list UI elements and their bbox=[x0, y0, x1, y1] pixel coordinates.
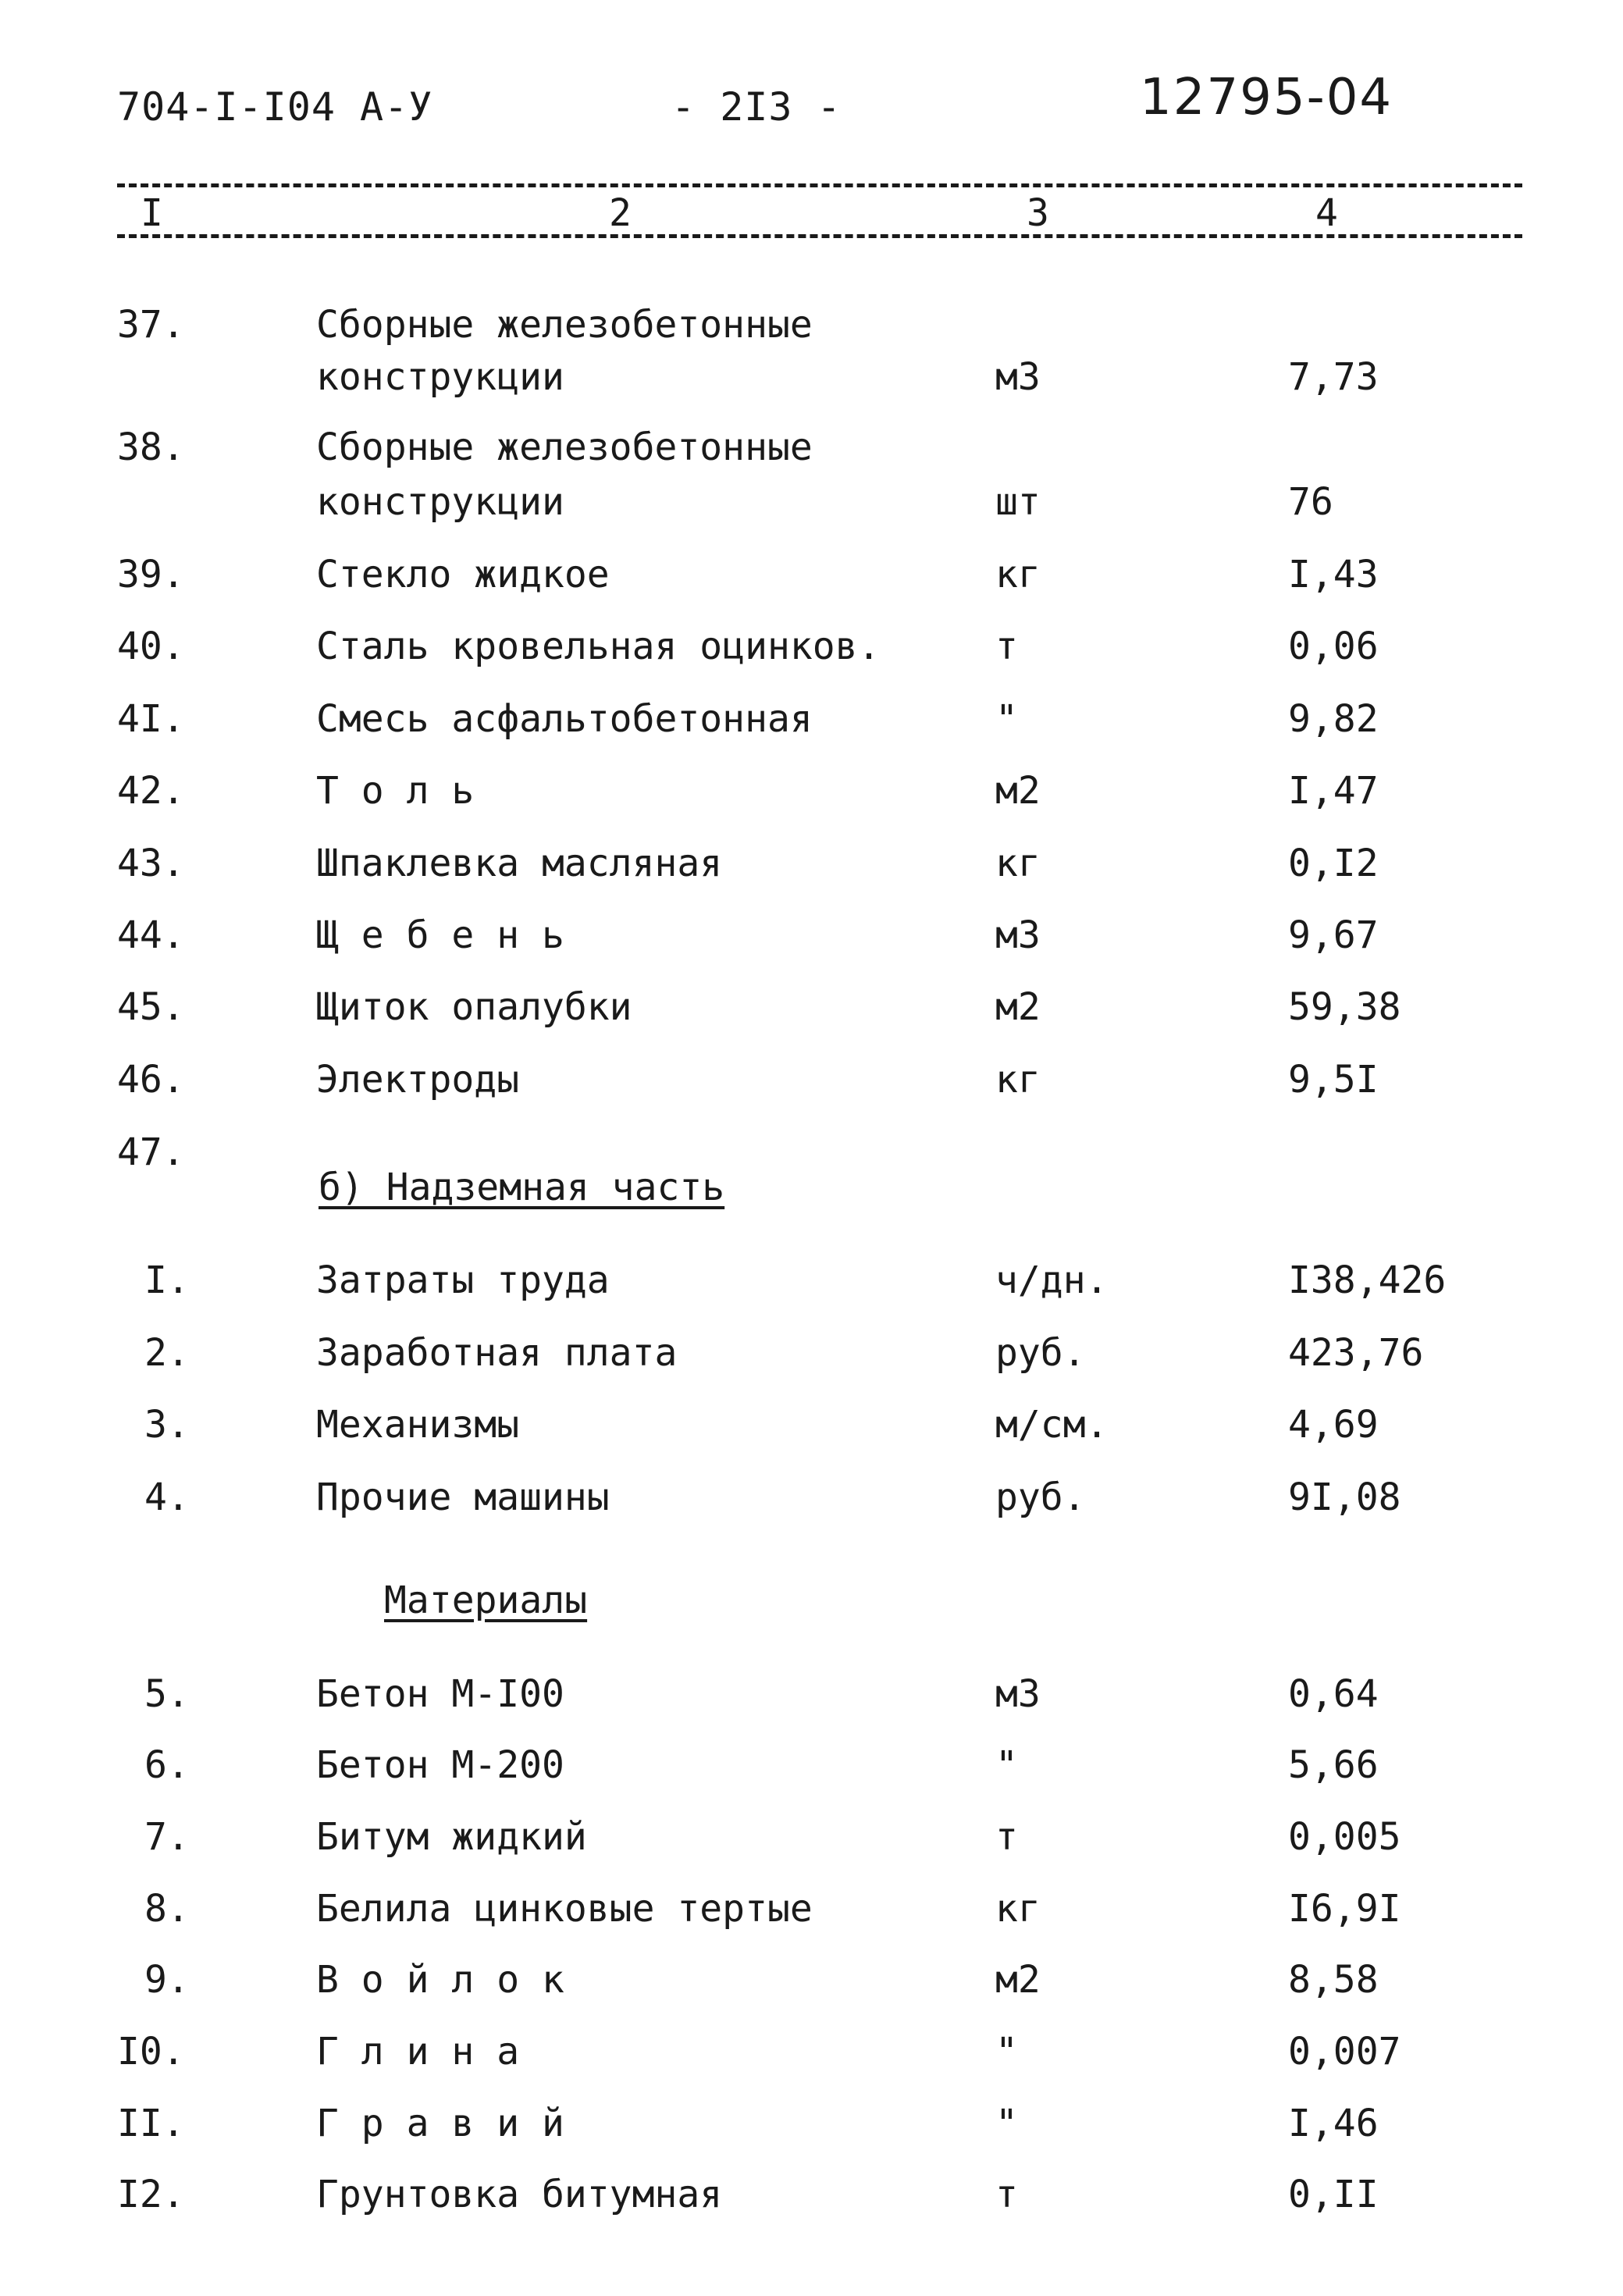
column-number-2: 2 bbox=[609, 191, 632, 235]
row-37-unit: м3 bbox=[995, 355, 1041, 399]
row-7-unit: т bbox=[995, 1815, 1018, 1859]
row-41-number: 4I. bbox=[117, 697, 185, 741]
row-7-number: 7. bbox=[144, 1815, 190, 1859]
row-2-unit: руб. bbox=[995, 1331, 1086, 1375]
row-37-name-line2: конструкции bbox=[316, 355, 564, 399]
row-12-value: 0,II bbox=[1288, 2173, 1379, 2216]
row-42-name: Т о л ь bbox=[316, 769, 475, 813]
row-8-name: Белила цинковые тертые bbox=[316, 1887, 813, 1931]
row-12-name: Грунтовка битумная bbox=[316, 2173, 723, 2216]
row-41-value: 9,82 bbox=[1288, 697, 1379, 741]
row-40-value: 0,06 bbox=[1288, 625, 1379, 668]
row-43-value: 0,I2 bbox=[1288, 842, 1379, 885]
column-number-1: I bbox=[141, 191, 163, 235]
row-5-number: 5. bbox=[144, 1672, 190, 1716]
row-40-unit: т bbox=[995, 625, 1018, 668]
row-38-name-line2: конструкции bbox=[316, 480, 564, 524]
row-39-unit: кг bbox=[995, 553, 1041, 596]
row-10-unit: " bbox=[995, 2030, 1018, 2074]
row-10-number: I0. bbox=[117, 2030, 185, 2074]
row-4-unit: руб. bbox=[995, 1475, 1086, 1519]
row-38-unit: шт bbox=[995, 480, 1041, 524]
row-6-name: Бетон М-200 bbox=[316, 1743, 564, 1787]
row-8-value: I6,9I bbox=[1288, 1887, 1401, 1931]
dashed-rule-top bbox=[117, 183, 1522, 187]
row-4-number: 4. bbox=[144, 1475, 190, 1519]
row-39-value: I,43 bbox=[1288, 553, 1379, 596]
row-9-number: 9. bbox=[144, 1958, 190, 2002]
row-12-number: I2. bbox=[117, 2173, 185, 2216]
row-42-value: I,47 bbox=[1288, 769, 1379, 813]
row-8-unit: кг bbox=[995, 1887, 1041, 1931]
row-42-unit: м2 bbox=[995, 769, 1041, 813]
row-37-value: 7,73 bbox=[1288, 355, 1379, 399]
row-46-unit: кг bbox=[995, 1058, 1041, 1102]
row-6-value: 5,66 bbox=[1288, 1743, 1379, 1787]
column-number-4: 4 bbox=[1315, 191, 1338, 235]
row-39-name: Стекло жидкое bbox=[316, 553, 610, 596]
row-38-value: 76 bbox=[1288, 480, 1333, 524]
row-44-name: Щ е б е н ь bbox=[316, 913, 564, 957]
row-44-value: 9,67 bbox=[1288, 913, 1379, 957]
row-5-name: Бетон М-I00 bbox=[316, 1672, 564, 1716]
row-46-number: 46. bbox=[117, 1058, 185, 1102]
row-43-name: Шпаклевка масляная bbox=[316, 842, 723, 885]
row-38-name-line1: Сборные железобетонные bbox=[316, 425, 813, 469]
row-5-unit: м3 bbox=[995, 1672, 1041, 1716]
row-3-number: 3. bbox=[144, 1403, 190, 1447]
row-9-unit: м2 bbox=[995, 1958, 1041, 2002]
row-6-number: 6. bbox=[144, 1743, 190, 1787]
row-44-unit: м3 bbox=[995, 913, 1041, 957]
row-11-value: I,46 bbox=[1288, 2102, 1379, 2145]
row-9-name: В о й л о к bbox=[316, 1958, 564, 2002]
row-45-value: 59,38 bbox=[1288, 985, 1401, 1029]
row-2-name: Заработная плата bbox=[316, 1331, 678, 1375]
row-6-unit: " bbox=[995, 1743, 1018, 1787]
column-number-3: 3 bbox=[1027, 191, 1049, 235]
row-2-value: 423,76 bbox=[1288, 1331, 1424, 1375]
row-40-number: 40. bbox=[117, 625, 185, 668]
row-45-name: Щиток опалубки bbox=[316, 985, 632, 1029]
row-9-value: 8,58 bbox=[1288, 1958, 1379, 2002]
row-4-name: Прочие машины bbox=[316, 1475, 610, 1519]
row-45-unit: м2 bbox=[995, 985, 1041, 1029]
row-7-name: Битум жидкий bbox=[316, 1815, 587, 1859]
row-3-value: 4,69 bbox=[1288, 1403, 1379, 1447]
row-12-unit: т bbox=[995, 2173, 1018, 2216]
row-1-value: I38,426 bbox=[1288, 1258, 1447, 1302]
row-7-value: 0,005 bbox=[1288, 1815, 1401, 1859]
row-43-unit: кг bbox=[995, 842, 1041, 885]
row-39-number: 39. bbox=[117, 553, 185, 596]
page-number: - 2I3 - bbox=[671, 84, 842, 130]
row-41-name: Смесь асфальтобетонная bbox=[316, 697, 813, 741]
dashed-rule-bottom bbox=[117, 234, 1522, 238]
row-5-value: 0,64 bbox=[1288, 1672, 1379, 1716]
row-11-number: II. bbox=[117, 2102, 185, 2145]
row-2-number: 2. bbox=[144, 1331, 190, 1375]
row-10-value: 0,007 bbox=[1288, 2030, 1401, 2074]
row-37-number: 37. bbox=[117, 303, 185, 347]
row-38-number: 38. bbox=[117, 425, 185, 469]
row-46-name: Электроды bbox=[316, 1058, 520, 1102]
section-title-materials: Материалы bbox=[384, 1579, 588, 1622]
row-45-number: 45. bbox=[117, 985, 185, 1029]
document-code: 704-I-I04 А-У bbox=[117, 84, 433, 130]
row-40-name: Сталь кровельная оцинков. bbox=[316, 625, 881, 668]
row-1-unit: ч/дн. bbox=[995, 1258, 1109, 1302]
row-43-number: 43. bbox=[117, 842, 185, 885]
row-10-name: Г л и н а bbox=[316, 2030, 520, 2074]
handwritten-number: 12795-04 bbox=[1140, 69, 1393, 126]
row-3-name: Механизмы bbox=[316, 1403, 520, 1447]
row-37-name-line1: Сборные железобетонные bbox=[316, 303, 813, 347]
row-3-unit: м/см. bbox=[995, 1403, 1109, 1447]
row-11-unit: " bbox=[995, 2102, 1018, 2145]
section-title-above-ground: б) Надземная часть bbox=[319, 1166, 725, 1209]
row-44-number: 44. bbox=[117, 913, 185, 957]
row-8-number: 8. bbox=[144, 1887, 190, 1931]
row-1-number: I. bbox=[144, 1258, 190, 1302]
row-41-unit: " bbox=[995, 697, 1018, 741]
row-1-name: Затраты труда bbox=[316, 1258, 610, 1302]
row-4-value: 9I,08 bbox=[1288, 1475, 1401, 1519]
row-46-value: 9,5I bbox=[1288, 1058, 1379, 1102]
row-42-number: 42. bbox=[117, 769, 185, 813]
row-11-name: Г р а в и й bbox=[316, 2102, 564, 2145]
row-47-number: 47. bbox=[117, 1130, 185, 1174]
